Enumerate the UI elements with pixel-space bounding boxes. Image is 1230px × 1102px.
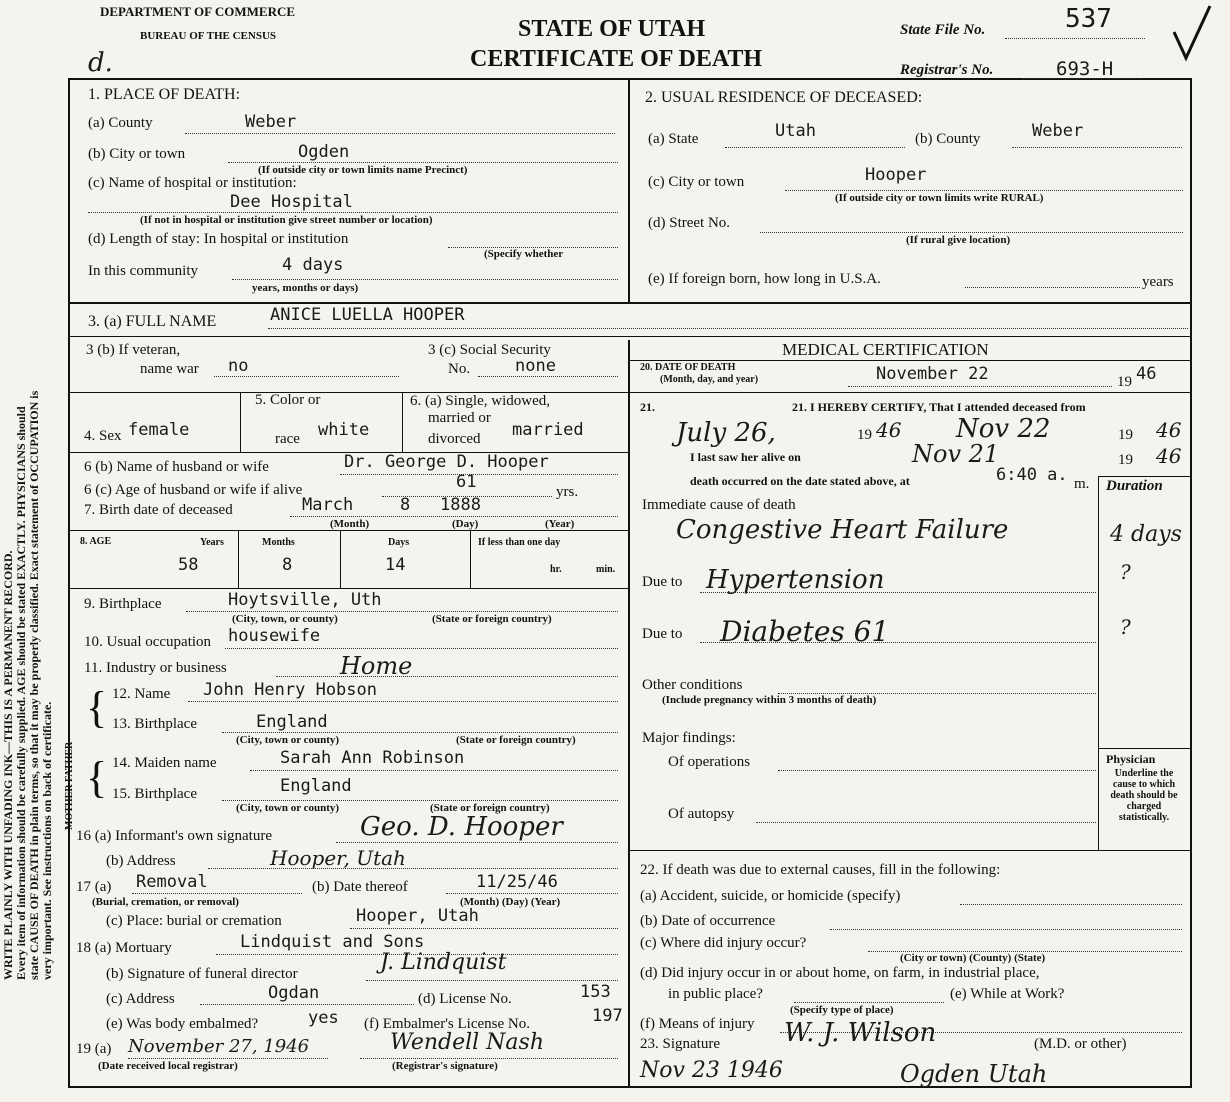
dod-prefix: 19 <box>1117 374 1132 390</box>
operations-line <box>778 770 1096 771</box>
birthplace-note-1: (City, town, or county) <box>232 613 338 625</box>
form-left-border <box>68 78 70 1088</box>
marital-value: married <box>512 420 584 440</box>
immediate-label: Immediate cause of death <box>642 497 796 513</box>
res-state-value: Utah <box>775 121 816 141</box>
divider-under-name <box>70 336 1190 337</box>
color-label: 5. Color or <box>255 392 321 408</box>
father-bp-value: England <box>256 712 328 732</box>
registrar-note: (Registrar's signature) <box>392 1060 498 1072</box>
due1-value: Hypertension <box>706 565 885 595</box>
yrs-label: yrs. <box>556 484 579 500</box>
cert-label: 21. I HEREBY CERTIFY, That I attended deceased from <box>792 400 1086 414</box>
embalmed-label: (e) Was body embalmed? <box>106 1016 259 1032</box>
removal-value: Removal <box>136 872 208 892</box>
external-d-line <box>794 1002 944 1003</box>
attended-from: July 26, <box>676 418 776 448</box>
registrar-line <box>1022 78 1142 79</box>
divider-top-center <box>628 80 630 302</box>
age-days-heading: Days <box>388 537 410 548</box>
external-e-label: (e) While at Work? <box>950 986 1065 1002</box>
informant-signature: Geo. D. Hooper <box>360 812 563 842</box>
community-value: 4 days <box>282 255 344 275</box>
autopsy-label: Of autopsy <box>668 806 735 822</box>
race-label: race <box>275 431 300 447</box>
birth-line <box>290 516 618 517</box>
to-year: 46 <box>1156 418 1182 442</box>
immediate-value: Congestive Heart Failure <box>676 515 1009 545</box>
res-foreign-line <box>965 287 1140 288</box>
mother-bp-note-2: (State or foreign country) <box>430 802 550 814</box>
removal-line <box>132 893 302 894</box>
age-min: min. <box>596 564 616 575</box>
res-city-note: (If outside city or town limits write RURAL) <box>835 192 1044 204</box>
marital-label-1: 6. (a) Single, widowed, <box>410 393 550 409</box>
occupation-value: housewife <box>228 626 321 646</box>
burial-place-line <box>350 928 618 929</box>
last-year: 46 <box>1156 444 1182 468</box>
due1-line <box>700 592 1096 593</box>
due2-label: Due to <box>642 626 683 642</box>
external-d-label: (d) Did injury occur in or about home, on farm, in industrial place, <box>640 965 1040 981</box>
other-label: Other conditions <box>642 677 743 693</box>
physician-sig-date: Nov 23 1946 <box>640 1058 783 1083</box>
res-county-label: (b) County <box>915 131 981 147</box>
city-line <box>228 162 618 163</box>
birth-label: 7. Birth date of deceased <box>84 502 233 518</box>
mother-brace: { <box>86 753 108 802</box>
mortuary-addr-label: (c) Address <box>106 991 175 1007</box>
hospital-label: (c) Name of hospital or institution: <box>88 175 297 191</box>
birthplace-value: Hoytsville, Uth <box>228 590 382 610</box>
spouse-age-label: 6 (c) Age of husband or wife if alive <box>84 482 303 498</box>
attended-to: Nov 22 <box>956 414 1051 444</box>
external-c-label: (c) Where did injury occur? <box>640 935 807 951</box>
immediate-duration: 4 days <box>1110 522 1182 547</box>
stay-label: (d) Length of stay: In hospital or institution <box>88 231 349 247</box>
occupation-line <box>225 648 618 649</box>
age-label: 8. AGE <box>80 536 112 547</box>
age-years-value: 58 <box>178 555 199 575</box>
mother-father-label: MOTHER FATHER <box>64 741 75 830</box>
major-label: Major findings: <box>642 730 736 746</box>
res-city-label: (c) City or town <box>648 174 745 190</box>
father-name-line <box>188 701 618 702</box>
spouse-label: 6 (b) Name of husband or wife <box>84 459 269 475</box>
mother-bp-label: 15. Birthplace <box>112 786 197 802</box>
res-county-value: Weber <box>1032 121 1084 141</box>
war-label: name war <box>140 361 199 377</box>
father-brace: { <box>86 683 108 732</box>
divider-medical-heading <box>630 360 1190 361</box>
spouse-value: Dr. George D. Hooper <box>344 452 549 472</box>
embalmer-label: (f) Embalmer's License No. <box>364 1016 530 1032</box>
md-label: (M.D. or other) <box>1034 1036 1127 1052</box>
divider-sex-color <box>240 392 241 452</box>
informant-addr-line <box>208 868 618 869</box>
informant-label: 16 (a) Informant's own signature <box>76 828 272 844</box>
res-street-label: (d) Street No. <box>648 215 731 231</box>
father-bp-line <box>222 732 618 733</box>
external-heading: 22. If death was due to external causes, fill in the following: <box>640 862 1001 878</box>
director-label: (b) Signature of funeral director <box>106 966 298 982</box>
community-line <box>232 279 618 280</box>
received-note: (Date received local registrar) <box>98 1060 238 1072</box>
county-label: (a) County <box>88 115 153 131</box>
birthplace-note-2: (State or foreign country) <box>432 613 552 625</box>
marital-label-3: divorced <box>428 431 481 447</box>
external-f-label: (f) Means of injury <box>640 1016 755 1032</box>
bureau-label: BUREAU OF THE CENSUS <box>140 30 277 42</box>
due2-value: Diabetes 61 <box>720 615 890 648</box>
mortuary-value: Lindquist and Sons <box>240 932 425 952</box>
check-mark-icon <box>1170 4 1214 62</box>
marital-label-2: married or <box>428 410 491 426</box>
mother-value: Sarah Ann Robinson <box>280 748 465 768</box>
county-line <box>185 133 615 134</box>
registrar-signature: Wendell Nash <box>390 1030 544 1055</box>
res-foreign-label: (e) If foreign born, how long in U.S.A. <box>648 271 881 287</box>
external-a-label: (a) Accident, suicide, or homicide (specify) <box>640 888 901 904</box>
death-time: 6:40 a. <box>996 465 1068 485</box>
place-heading: 1. PLACE OF DEATH: <box>88 86 241 103</box>
mortuary-addr-line <box>200 1004 414 1005</box>
mother-bp-value: England <box>280 776 352 796</box>
mortuary-addr-value: Ogdan <box>268 983 320 1003</box>
medical-heading: MEDICAL CERTIFICATION <box>782 340 989 359</box>
mother-bp-note-1: (City, town or county) <box>236 802 340 814</box>
birth-month: March <box>302 495 354 515</box>
divider-duration-top <box>1098 476 1190 477</box>
registrar-number: 693-H <box>1056 58 1114 80</box>
mother-label: 14. Maiden name <box>112 755 217 771</box>
age-months-value: 8 <box>282 555 293 575</box>
city-note: (If outside city or town limits name Precinct) <box>258 164 468 176</box>
ss-label: 3 (c) Social Security <box>428 342 551 358</box>
due2-line <box>700 642 1096 643</box>
director-signature: J. Lindquist <box>380 950 507 975</box>
race-value: white <box>318 420 370 440</box>
community-label: In this community <box>88 263 198 279</box>
removal-date-label: (b) Date thereof <box>312 879 408 895</box>
death-time-m: m. <box>1074 476 1090 492</box>
received-label: 19 (a) <box>76 1041 112 1057</box>
mortuary-label: 18 (a) Mortuary <box>76 940 172 956</box>
day-heading: (Day) <box>452 518 479 530</box>
certificate-title: CERTIFICATE OF DEATH <box>470 46 763 72</box>
due1-label: Due to <box>642 574 683 590</box>
father-bp-note-2: (State or foreign country) <box>456 734 576 746</box>
city-label: (b) City or town <box>88 146 186 162</box>
license-label: (d) License No. <box>418 991 512 1007</box>
divider-physician-top <box>1098 748 1190 749</box>
to-prefix: 19 <box>1118 427 1133 443</box>
county-value: Weber <box>245 112 297 132</box>
war-line <box>214 376 399 377</box>
age-months-heading: Months <box>262 537 295 548</box>
hospital-value: Dee Hospital <box>230 192 353 212</box>
dod-year: 46 <box>1136 364 1157 384</box>
industry-line <box>276 676 618 677</box>
divider-under-age <box>70 588 630 589</box>
informant-addr-value: Hooper, Utah <box>270 846 406 870</box>
registrar-label: Registrar's No. <box>900 62 994 78</box>
res-street-line <box>760 232 1183 233</box>
dod-label: 20. DATE OF DEATH <box>640 362 736 373</box>
fullname-label: 3. (a) FULL NAME <box>88 313 217 330</box>
birthplace-line <box>186 611 618 612</box>
res-city-value: Hooper <box>865 165 927 185</box>
ss-no-label: No. <box>448 361 471 377</box>
signature-label: 23. Signature <box>640 1036 720 1052</box>
last-saw-value: Nov 21 <box>912 440 1000 468</box>
occurred-label: death occurred on the date stated above, at <box>690 474 910 488</box>
res-years-label: years <box>1142 274 1174 290</box>
dod-note: (Month, day, and year) <box>660 374 759 385</box>
divider-external-top <box>630 850 1190 851</box>
other-note: (Include pregnancy within 3 months of death) <box>662 694 877 706</box>
residence-heading: 2. USUAL RESIDENCE OF DECEASED: <box>645 89 923 106</box>
fullname-value: ANICE LUELLA HOOPER <box>270 305 465 325</box>
hospital-note: (If not in hospital or institution give street number or location) <box>140 214 433 226</box>
registrar-sig-line <box>360 1058 618 1059</box>
informant-addr-label: (b) Address <box>106 853 176 869</box>
divider-age-3 <box>470 530 471 588</box>
res-street-note: (If rural give location) <box>906 234 1011 246</box>
mother-bp-line <box>222 800 618 801</box>
fullname-line <box>268 328 1188 329</box>
ss-value: none <box>515 356 556 376</box>
dod-line <box>848 386 1112 387</box>
war-value: no <box>228 356 249 376</box>
sex-label: 4. Sex <box>84 428 122 444</box>
due1-duration: ? <box>1120 560 1131 584</box>
birth-year: 1888 <box>440 495 481 515</box>
age-days-value: 14 <box>385 555 406 575</box>
age-less-heading: If less than one day <box>478 537 561 548</box>
res-city-line <box>785 190 1183 191</box>
state-file-line <box>1005 38 1145 39</box>
industry-value: Home <box>340 652 413 680</box>
last-saw-label: I last saw her alive on <box>690 450 801 464</box>
specify-note: (Specify whether <box>484 248 564 260</box>
divider-age-1 <box>238 530 239 588</box>
removal-date-value: 11/25/46 <box>476 872 558 892</box>
divider-age-2 <box>340 530 341 588</box>
due2-duration: ? <box>1120 615 1131 639</box>
form-right-border <box>1190 78 1192 1088</box>
dod-value: November 22 <box>876 364 989 384</box>
license-value: 153 <box>580 982 611 1002</box>
industry-label: 11. Industry or business <box>84 660 227 676</box>
duration-heading: Duration <box>1106 478 1163 494</box>
department-label: DEPARTMENT OF COMMERCE <box>100 4 296 19</box>
birth-day: 8 <box>400 495 411 515</box>
state-heading: STATE OF UTAH <box>518 16 706 42</box>
age-years-heading: Years <box>200 537 224 548</box>
spouse-age-value: 61 <box>456 472 477 492</box>
res-county-line <box>1012 147 1182 148</box>
veteran-label: 3 (b) If veteran, <box>86 342 181 358</box>
father-bp-note-1: (City, town or county) <box>236 734 340 746</box>
embalmed-value: yes <box>308 1008 339 1028</box>
divider-above-age <box>70 530 630 531</box>
divider-under-residence <box>70 302 1190 304</box>
ss-line <box>478 376 618 377</box>
removal-note: (Burial, cremation, or removal) <box>92 896 239 908</box>
city-value: Ogden <box>298 142 350 162</box>
burial-place-label: (c) Place: burial or cremation <box>106 913 282 929</box>
spouse-line <box>340 474 618 475</box>
birthplace-label: 9. Birthplace <box>84 596 162 612</box>
external-b-label: (b) Date of occurrence <box>640 913 776 929</box>
side-instructions: WRITE PLAINLY WITH UNFADING INK—THIS IS A PERMANENT RECORD. Every item of information should be carefully supplied. AGE should be stated EXACTLY. PHYSICIANS should state CAUSE OF DEATH in plain terms, so that it may be properly classified. Exact statement of OCCUPATION is very important. See instructions on back of certificate. <box>1 390 54 980</box>
corner-mark: d. <box>88 48 113 78</box>
removal-label: 17 (a) <box>76 879 112 895</box>
res-state-line <box>725 147 905 148</box>
ymd-note: years, months or days) <box>252 282 359 294</box>
age-hr: hr. <box>550 564 562 575</box>
occupation-label: 10. Usual occupation <box>84 634 212 650</box>
father-bp-label: 13. Birthplace <box>112 716 197 732</box>
external-a-line <box>960 904 1182 905</box>
external-c-note: (City or town) (County) (State) <box>900 952 1046 964</box>
section-21: 21. <box>640 400 655 414</box>
external-b-line <box>830 929 1182 930</box>
divider-under-dod <box>630 392 1190 393</box>
father-name-value: John Henry Hobson <box>203 680 377 700</box>
last-prefix: 19 <box>1118 452 1133 468</box>
received-line <box>128 1058 328 1059</box>
physician-signature: W. J. Wilson <box>784 1018 937 1048</box>
divider-duration <box>1098 476 1099 850</box>
received-value: November 27, 1946 <box>128 1036 310 1057</box>
removal-date-line <box>446 893 618 894</box>
father-name-label: 12. Name <box>112 686 171 702</box>
embalmer-value: 197 <box>592 1006 623 1026</box>
year-heading: (Year) <box>545 518 575 530</box>
informant-line <box>336 842 618 843</box>
physician-note: Underline the cause to which death should be charged statistically. <box>1110 768 1178 823</box>
from-year: 46 <box>876 418 902 442</box>
state-file-number: 537 <box>1065 4 1112 34</box>
external-d-note: (Specify type of place) <box>790 1004 894 1016</box>
operations-label: Of operations <box>668 754 751 770</box>
physician-heading: Physician <box>1106 752 1156 766</box>
removal-date-note: (Month) (Day) (Year) <box>460 896 561 908</box>
month-heading: (Month) <box>330 518 370 530</box>
physician-sig-address: Ogden Utah <box>900 1060 1048 1088</box>
res-state-label: (a) State <box>648 131 699 147</box>
external-d-label-2: in public place? <box>668 986 763 1002</box>
divider-color-marital <box>402 392 403 452</box>
state-file-label: State File No. <box>900 22 986 38</box>
burial-place-value: Hooper, Utah <box>356 906 479 926</box>
hospital-line <box>88 212 618 213</box>
from-prefix: 19 <box>857 427 872 443</box>
autopsy-line <box>756 822 1096 823</box>
sex-value: female <box>128 420 190 440</box>
mother-line <box>250 770 618 771</box>
director-line <box>366 980 618 981</box>
